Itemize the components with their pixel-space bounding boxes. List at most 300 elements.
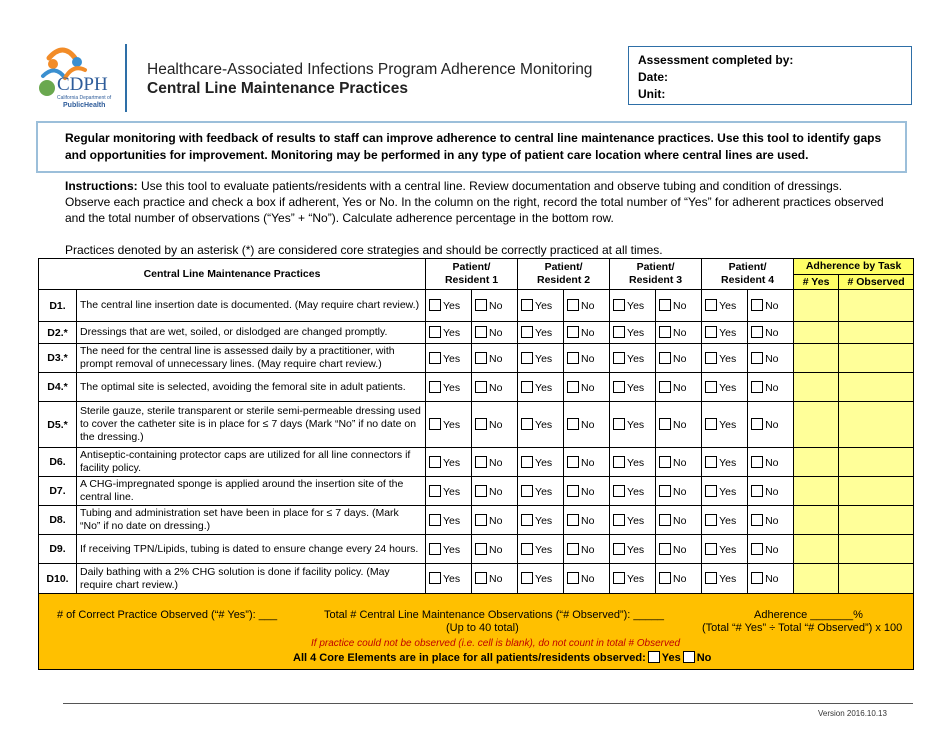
yes-checkbox[interactable] (429, 543, 441, 555)
no-checkbox[interactable] (475, 352, 487, 364)
resident-3-no (656, 373, 702, 402)
instructions (65, 178, 885, 226)
adherence-percentage[interactable]: Adherence _______% (754, 609, 863, 621)
no-checkbox[interactable] (567, 299, 579, 311)
resident-4-no (748, 477, 794, 506)
resident-1-no (472, 448, 518, 477)
no-checkbox[interactable] (567, 514, 579, 526)
total-observations-note: (Up to 40 total) (446, 622, 519, 634)
yes-label: Yes (719, 327, 737, 339)
no-checkbox[interactable] (751, 418, 763, 430)
observed-count-cell[interactable] (839, 322, 914, 344)
resident-1-no (472, 373, 518, 402)
yes-count-header: # Yes (794, 275, 839, 290)
resident-2-yes (518, 535, 564, 564)
resident-4-no (748, 344, 794, 373)
resident-3-yes (610, 506, 656, 535)
observed-count-cell[interactable] (839, 535, 914, 564)
yes-checkbox[interactable] (613, 326, 625, 338)
svg-text:PublicHealth: PublicHealth (63, 102, 106, 109)
yes-checkbox[interactable] (429, 456, 441, 468)
resident-1-no (472, 535, 518, 564)
correct-practice-count[interactable]: # of Correct Practice Observed (“# Yes”): ___ (57, 609, 278, 621)
no-checkbox[interactable] (751, 456, 763, 468)
no-label: No (581, 485, 595, 498)
no-checkbox[interactable] (567, 326, 579, 338)
yes-checkbox[interactable] (521, 572, 533, 584)
yes-checkbox[interactable] (521, 456, 533, 468)
yes-checkbox[interactable] (429, 572, 441, 584)
practice-code: D7. (39, 477, 77, 506)
no-label: No (765, 543, 779, 556)
total-observations[interactable]: Total # Central Line Maintenance Observations (“# Observed”): _____ (324, 609, 664, 621)
no-checkbox[interactable] (475, 418, 487, 430)
resident-3-no (656, 290, 702, 322)
no-label: No (489, 514, 503, 527)
no-label: No (581, 300, 595, 312)
resident-4-no (748, 373, 794, 402)
resident-2-yes (518, 448, 564, 477)
resident-2-yes (518, 373, 564, 402)
resident-3-yes (610, 402, 656, 448)
resident-2-no (564, 564, 610, 594)
yes-checkbox[interactable] (705, 456, 717, 468)
no-label: No (489, 573, 503, 585)
no-label: No (581, 352, 595, 365)
practice-code: D2.* (39, 322, 77, 344)
logo-divider (125, 44, 127, 112)
no-label: No (765, 573, 779, 585)
yes-label: Yes (719, 300, 737, 312)
no-label: No (673, 300, 687, 312)
no-label: No (581, 327, 595, 339)
yes-label: Yes (535, 485, 553, 498)
observed-count-cell[interactable] (839, 402, 914, 448)
yes-label: Yes (535, 352, 553, 365)
practice-row (39, 477, 914, 506)
no-checkbox[interactable] (659, 456, 671, 468)
yes-checkbox[interactable] (429, 418, 441, 430)
core-elements-line: All 4 Core Elements are in place for all patients/residents observed: Yes No (293, 652, 712, 664)
practices-header: Central Line Maintenance Practices (39, 259, 426, 290)
yes-label: Yes (443, 485, 461, 498)
resident-3-yes (610, 344, 656, 373)
yes-checkbox[interactable] (705, 543, 717, 555)
observed-count-cell[interactable] (839, 373, 914, 402)
observed-count-cell[interactable] (839, 477, 914, 506)
yes-label: Yes (719, 485, 737, 498)
observed-count-cell[interactable] (839, 344, 914, 373)
resident-4-yes (702, 402, 748, 448)
yes-label: Yes (627, 352, 645, 365)
resident-4-no (748, 402, 794, 448)
core-yes-checkbox[interactable] (648, 651, 660, 663)
resident-1-no (472, 344, 518, 373)
no-label: No (673, 419, 687, 431)
yes-label: Yes (443, 381, 461, 394)
yes-checkbox[interactable] (613, 381, 625, 393)
resident-2-yes (518, 344, 564, 373)
no-label: No (581, 543, 595, 556)
resident-4-no (748, 448, 794, 477)
yes-count-cell[interactable] (794, 448, 839, 477)
no-label: No (765, 327, 779, 339)
no-checkbox[interactable] (475, 485, 487, 497)
practice-row (39, 506, 914, 535)
practice-row (39, 564, 914, 594)
resident-2-yes (518, 477, 564, 506)
yes-label: Yes (719, 381, 737, 394)
no-label: No (489, 300, 503, 312)
yes-checkbox[interactable] (521, 485, 533, 497)
no-label: No (581, 573, 595, 585)
page-title: Healthcare-Associated Infections Program Adherence Monitoring (147, 61, 593, 78)
practice-row (39, 290, 914, 322)
no-label: No (489, 485, 503, 498)
yes-checkbox[interactable] (429, 326, 441, 338)
no-checkbox[interactable] (475, 326, 487, 338)
no-checkbox[interactable] (659, 572, 671, 584)
resident-1-no (472, 402, 518, 448)
no-checkbox[interactable] (475, 514, 487, 526)
yes-checkbox[interactable] (705, 299, 717, 311)
practice-description: Tubing and administration set have been in place for ≤ 7 days. (Mark “No” if no date on dressing.) (77, 506, 426, 535)
resident-2-yes (518, 506, 564, 535)
no-label: No (765, 456, 779, 469)
practice-code: D4.* (39, 373, 77, 402)
practice-code: D8. (39, 506, 77, 535)
no-checkbox[interactable] (567, 572, 579, 584)
assessment-unit: Unit: (638, 87, 666, 101)
yes-checkbox[interactable] (705, 326, 717, 338)
no-label: No (673, 352, 687, 365)
resident-4-yes (702, 344, 748, 373)
yes-label: Yes (443, 327, 461, 339)
resident-1-yes (426, 373, 472, 402)
no-checkbox[interactable] (567, 456, 579, 468)
instructions-label: Instructions: (65, 179, 138, 193)
practice-description: Antiseptic-containing protector caps are utilized for all line connectors if facility policy. (77, 448, 426, 477)
resident-4-no (748, 290, 794, 322)
yes-label: Yes (719, 514, 737, 527)
yes-checkbox[interactable] (521, 381, 533, 393)
resident-1-yes (426, 290, 472, 322)
no-checkbox[interactable] (659, 381, 671, 393)
resident-4-yes (702, 322, 748, 344)
resident-1-yes (426, 448, 472, 477)
yes-checkbox[interactable] (429, 299, 441, 311)
yes-label: Yes (535, 419, 553, 431)
resident-3-yes (610, 477, 656, 506)
yes-label: Yes (535, 543, 553, 556)
resident-1-no (472, 506, 518, 535)
adherence-formula: (Total “# Yes” ÷ Total “# Observed”) x 100 (702, 622, 903, 634)
yes-label: Yes (443, 543, 461, 556)
no-label: No (765, 381, 779, 394)
yes-label: Yes (443, 456, 461, 469)
yes-checkbox[interactable] (521, 418, 533, 430)
resident-2-yes (518, 564, 564, 594)
no-checkbox[interactable] (475, 456, 487, 468)
practice-description: Dressings that are wet, soiled, or dislodged are changed promptly. (77, 322, 426, 344)
assessment-box (628, 46, 912, 105)
no-checkbox[interactable] (567, 543, 579, 555)
yes-label: Yes (535, 514, 553, 527)
practice-row (39, 402, 914, 448)
yes-checkbox[interactable] (613, 456, 625, 468)
practice-row (39, 448, 914, 477)
no-checkbox[interactable] (751, 381, 763, 393)
yes-checkbox[interactable] (613, 485, 625, 497)
no-label: No (765, 352, 779, 365)
yes-count-cell[interactable] (794, 477, 839, 506)
resident-3-no (656, 535, 702, 564)
resident-4-no (748, 322, 794, 344)
yes-count-cell[interactable] (794, 290, 839, 322)
no-label: No (489, 543, 503, 556)
no-label: No (581, 419, 595, 431)
no-checkbox[interactable] (751, 485, 763, 497)
resident-1-yes (426, 322, 472, 344)
practice-code: D6. (39, 448, 77, 477)
yes-checkbox[interactable] (429, 485, 441, 497)
resident-3-no (656, 322, 702, 344)
resident-4-yes (702, 448, 748, 477)
no-label: No (673, 456, 687, 469)
no-checkbox[interactable] (475, 572, 487, 584)
yes-checkbox[interactable] (521, 514, 533, 526)
practice-row (39, 322, 914, 344)
resident-2-no (564, 344, 610, 373)
resident-4-yes (702, 535, 748, 564)
practice-code: D9. (39, 535, 77, 564)
no-checkbox[interactable] (475, 381, 487, 393)
no-checkbox[interactable] (751, 543, 763, 555)
resident-2-yes (518, 322, 564, 344)
resident-1-header: Patient/ Resident 1 (426, 259, 518, 290)
no-checkbox[interactable] (659, 299, 671, 311)
yes-label: Yes (443, 573, 461, 585)
no-checkbox[interactable] (567, 381, 579, 393)
no-label: No (581, 381, 595, 394)
resident-3-yes (610, 564, 656, 594)
asterisk-note: Practices denoted by an asterisk (*) are considered core strategies and should be correctly practiced at all times. (65, 243, 663, 257)
resident-4-yes (702, 477, 748, 506)
practice-description: Sterile gauze, sterile transparent or sterile semi-permeable dressing used to cover the catheter site is in place for ≤ 7 days (Mark “No” if no date on the dressing.) (77, 402, 426, 448)
cdph-logo (35, 44, 115, 112)
yes-checkbox[interactable] (705, 514, 717, 526)
no-label: No (673, 543, 687, 556)
practice-code: D5.* (39, 402, 77, 448)
yes-label: Yes (627, 327, 645, 339)
resident-3-no (656, 448, 702, 477)
yes-checkbox[interactable] (429, 381, 441, 393)
yes-label: Yes (719, 419, 737, 431)
practice-description: If receiving TPN/Lipids, tubing is dated to ensure change every 24 hours. (77, 535, 426, 564)
yes-label: Yes (627, 543, 645, 556)
no-checkbox[interactable] (659, 514, 671, 526)
no-checkbox[interactable] (475, 299, 487, 311)
no-label: No (673, 514, 687, 527)
yes-label: Yes (535, 300, 553, 312)
no-label: No (489, 419, 503, 431)
core-no-checkbox[interactable] (683, 651, 695, 663)
adherence-header: Adherence by Task (794, 259, 914, 275)
footer-rule (63, 703, 913, 704)
no-label: No (673, 573, 687, 585)
no-checkbox[interactable] (567, 485, 579, 497)
yes-checkbox[interactable] (613, 543, 625, 555)
resident-2-no (564, 477, 610, 506)
practice-row (39, 535, 914, 564)
practice-description: The need for the central line is assessed daily by a practitioner, with prompt removal of unnecessary lines. (May require chart review.) (77, 344, 426, 373)
resident-2-no (564, 373, 610, 402)
resident-4-no (748, 564, 794, 594)
yes-checkbox[interactable] (705, 485, 717, 497)
no-checkbox[interactable] (567, 418, 579, 430)
resident-1-yes (426, 535, 472, 564)
yes-checkbox[interactable] (613, 299, 625, 311)
resident-3-header: Patient/ Resident 3 (610, 259, 702, 290)
yes-checkbox[interactable] (613, 572, 625, 584)
yes-checkbox[interactable] (705, 572, 717, 584)
no-checkbox[interactable] (751, 572, 763, 584)
practice-row (39, 373, 914, 402)
yes-label: Yes (443, 514, 461, 527)
no-checkbox[interactable] (659, 485, 671, 497)
resident-1-no (472, 322, 518, 344)
svg-text:CDPH: CDPH (57, 74, 108, 95)
resident-1-no (472, 477, 518, 506)
yes-checkbox[interactable] (521, 326, 533, 338)
resident-3-yes (610, 448, 656, 477)
no-checkbox[interactable] (659, 543, 671, 555)
instructions-text: Use this tool to evaluate patients/residents with a central line. Review documentation and observe tubing and condition of dressings. Observe each practice and check a box if adherent, Yes or No. In the column on the right, record the total number of “Yes” for adherent practices observed and the total number of observations (“Yes” + “No”). Calculate adherence percentage in the bottom row. (65, 179, 884, 225)
yes-checkbox[interactable] (613, 352, 625, 364)
no-label: No (489, 381, 503, 394)
yes-label: Yes (443, 300, 461, 312)
no-checkbox[interactable] (659, 326, 671, 338)
no-checkbox[interactable] (567, 352, 579, 364)
no-label: No (673, 485, 687, 498)
yes-count-cell[interactable] (794, 322, 839, 344)
resident-2-no (564, 290, 610, 322)
yes-checkbox[interactable] (613, 418, 625, 430)
yes-count-cell[interactable] (794, 564, 839, 594)
yes-checkbox[interactable] (613, 514, 625, 526)
resident-2-no (564, 448, 610, 477)
no-label: No (765, 485, 779, 498)
no-checkbox[interactable] (751, 326, 763, 338)
no-checkbox[interactable] (659, 418, 671, 430)
yes-count-cell[interactable] (794, 344, 839, 373)
yes-checkbox[interactable] (521, 299, 533, 311)
yes-count-cell[interactable] (794, 506, 839, 535)
yes-checkbox[interactable] (429, 352, 441, 364)
no-label: No (489, 327, 503, 339)
summary-footer (39, 594, 914, 670)
yes-count-cell[interactable] (794, 402, 839, 448)
no-label: No (673, 327, 687, 339)
yes-count-cell[interactable] (794, 535, 839, 564)
resident-3-yes (610, 535, 656, 564)
assessment-date: Date: (638, 70, 669, 84)
yes-checkbox[interactable] (521, 543, 533, 555)
yes-checkbox[interactable] (429, 514, 441, 526)
yes-label: Yes (627, 456, 645, 469)
page-subtitle: Central Line Maintenance Practices (147, 80, 409, 97)
resident-2-yes (518, 402, 564, 448)
observed-count-cell[interactable] (839, 448, 914, 477)
yes-label: Yes (719, 573, 737, 585)
resident-4-no (748, 535, 794, 564)
yes-checkbox[interactable] (705, 418, 717, 430)
yes-label: Yes (443, 352, 461, 365)
resident-3-no (656, 477, 702, 506)
practice-code: D10. (39, 564, 77, 594)
yes-label: Yes (443, 419, 461, 431)
yes-label: Yes (719, 543, 737, 556)
yes-label: Yes (719, 352, 737, 365)
resident-3-no (656, 564, 702, 594)
resident-4-no (748, 506, 794, 535)
yes-label: Yes (627, 381, 645, 394)
no-label: No (489, 352, 503, 365)
resident-3-yes (610, 290, 656, 322)
yes-checkbox[interactable] (705, 352, 717, 364)
resident-1-yes (426, 564, 472, 594)
resident-4-header: Patient/ Resident 4 (702, 259, 794, 290)
resident-3-no (656, 506, 702, 535)
no-checkbox[interactable] (751, 299, 763, 311)
practice-code: D3.* (39, 344, 77, 373)
resident-1-yes (426, 402, 472, 448)
resident-1-no (472, 564, 518, 594)
no-label: No (765, 419, 779, 431)
practice-code: D1. (39, 290, 77, 322)
yes-label: Yes (627, 485, 645, 498)
resident-2-yes (518, 290, 564, 322)
practice-description: A CHG-impregnated sponge is applied around the insertion site of the central line. (77, 477, 426, 506)
resident-2-no (564, 506, 610, 535)
resident-3-yes (610, 322, 656, 344)
resident-3-no (656, 402, 702, 448)
resident-4-yes (702, 564, 748, 594)
yes-label: Yes (535, 327, 553, 339)
version-label: Version 2016.10.13 (818, 709, 887, 718)
yes-count-cell[interactable] (794, 373, 839, 402)
yes-checkbox[interactable] (705, 381, 717, 393)
no-checkbox[interactable] (659, 352, 671, 364)
observed-count-cell[interactable] (839, 564, 914, 594)
no-label: No (489, 456, 503, 469)
no-checkbox[interactable] (751, 514, 763, 526)
practice-description: The central line insertion date is documented. (May require chart review.) (77, 290, 426, 322)
observed-count-cell[interactable] (839, 506, 914, 535)
yes-label: Yes (535, 456, 553, 469)
yes-checkbox[interactable] (521, 352, 533, 364)
resident-4-yes (702, 506, 748, 535)
no-label: No (673, 381, 687, 394)
resident-2-no (564, 322, 610, 344)
no-label: No (765, 300, 779, 312)
no-checkbox[interactable] (751, 352, 763, 364)
no-label: No (765, 514, 779, 527)
observed-count-cell[interactable] (839, 290, 914, 322)
intro-box: Regular monitoring with feedback of results to staff can improve adherence to central line maintenance practices. Use this tool to identify gaps and opportunities for improvement. Monitoring may be performed in any type of patient care location where central lines are used. (36, 121, 907, 173)
blank-cell-note: If practice could not be observed (i.e. cell is blank), do not count in total # Observed (311, 638, 681, 649)
no-checkbox[interactable] (475, 543, 487, 555)
